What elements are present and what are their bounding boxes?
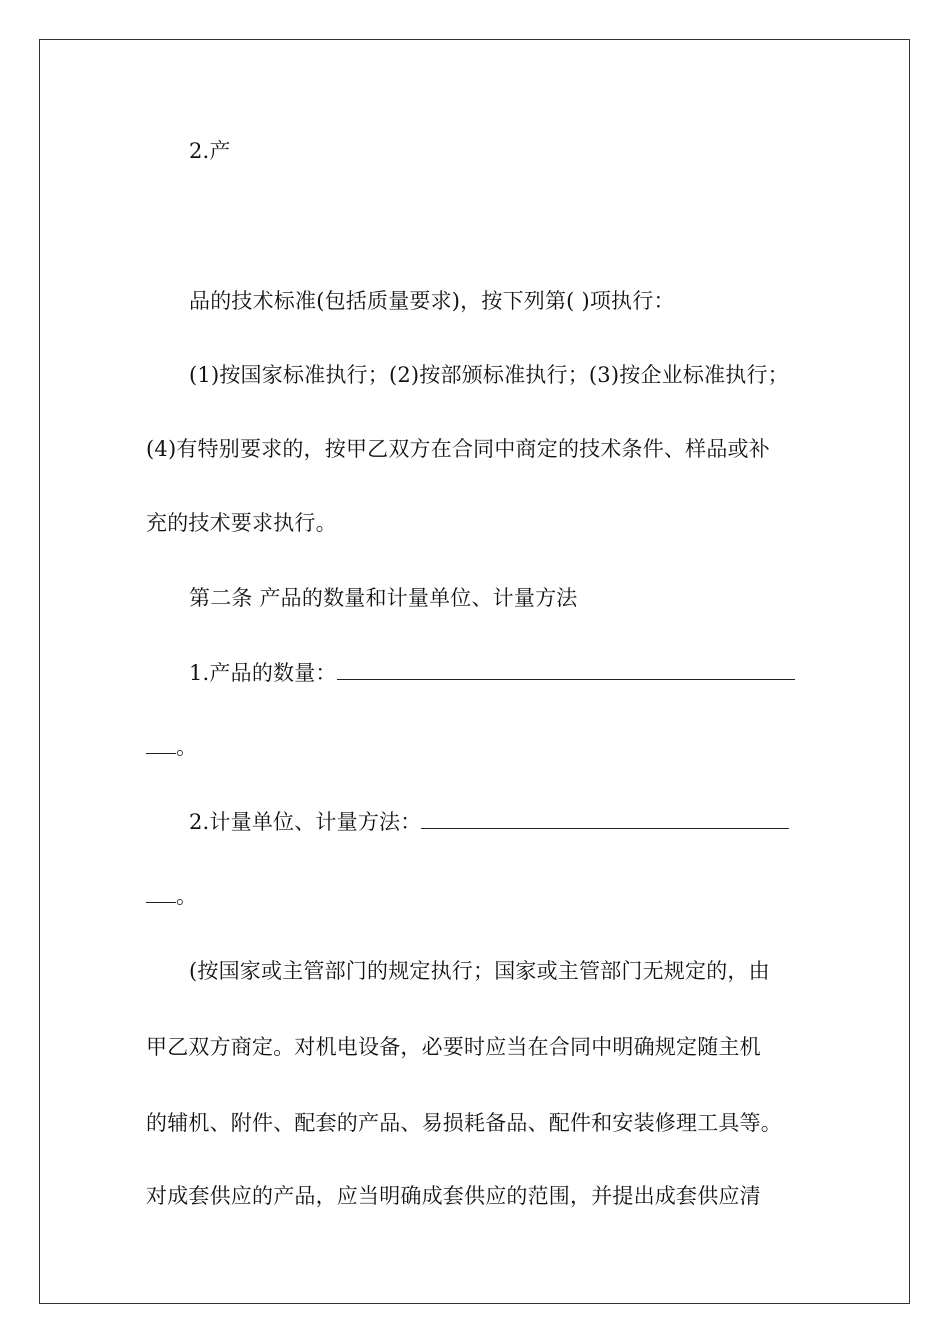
text-line-product-heading: 2.产 xyxy=(189,139,231,163)
measurement-period: 。 xyxy=(176,884,198,908)
quantity-continuation-blank[interactable] xyxy=(146,733,176,754)
measurement-unit-blank[interactable] xyxy=(421,808,789,829)
text-line-measurement-continuation xyxy=(146,881,197,911)
text-line-auxiliary-parts: 的辅机、附件、配套的产品、易损耗备品、配件和安装修理工具等。 xyxy=(146,1111,782,1135)
text-line-quantity-continuation xyxy=(146,732,197,762)
quantity-period: 。 xyxy=(176,735,198,759)
measurement-continuation-blank[interactable] xyxy=(146,882,176,903)
text-line-product-quantity xyxy=(189,658,795,688)
product-quantity-label: 1.产品的数量： xyxy=(189,661,337,685)
text-line-regulation-note: (按国家或主管部门的规定执行；国家或主管部门无规定的，由 xyxy=(189,959,770,983)
product-quantity-blank[interactable] xyxy=(337,659,795,680)
text-line-technical-standard: 品的技术标准(包括质量要求)，按下列第( )项执行： xyxy=(189,289,675,313)
text-line-mechanical-equipment: 甲乙双方商定。对机电设备，必要时应当在合同中明确规定随主机 xyxy=(146,1035,761,1059)
text-line-measurement-unit xyxy=(189,807,789,837)
text-line-complete-set: 对成套供应的产品，应当明确成套供应的范围，并提出成套供应清 xyxy=(146,1184,761,1208)
text-line-supplementary: 充的技术要求执行。 xyxy=(146,511,337,535)
article-two-heading: 第二条 产品的数量和计量单位、计量方法 xyxy=(189,586,578,610)
measurement-unit-label: 2.计量单位、计量方法： xyxy=(189,810,422,834)
text-line-standard-options: (1)按国家标准执行；(2)按部颁标准执行；(3)按企业标准执行； xyxy=(189,363,789,387)
text-line-special-requirements: (4)有特别要求的，按甲乙双方在合同中商定的技术条件、样品或补 xyxy=(146,437,770,461)
